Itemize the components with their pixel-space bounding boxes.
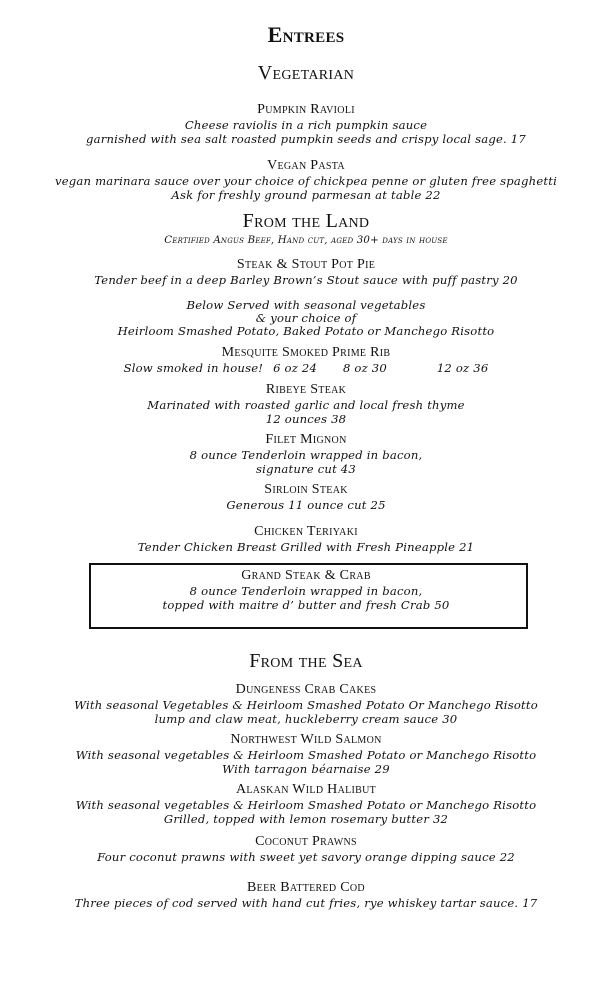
item-desc-line: Tender Chicken Breast Grilled with Fresh Pineapple 21: [137, 540, 475, 554]
item-name-salmon: Northwest Wild Salmon: [230, 732, 382, 747]
item-desc-line: With seasonal vegetables & Heirloom Smashed Potato or Manchego Risotto: [75, 748, 537, 762]
section-heading-vegetarian: Vegetarian: [257, 62, 355, 84]
item-desc-line: Tender beef in a deep Barley Brown’s Stout sauce with puff pastry 20: [94, 273, 518, 287]
item-desc-line: Three pieces of cod served with hand cut fries, rye whiskey tartar sauce. 17: [74, 896, 538, 910]
item-desc-line: Ask for freshly ground parmesan at table 22: [171, 188, 441, 202]
prime-rib-size: 12 oz 36: [436, 361, 489, 375]
item-desc-line: Cheese raviolis in a rich pumpkin sauce: [184, 118, 428, 132]
item-name-pumpkin-ravioli: Pumpkin Ravioli: [257, 102, 355, 117]
item-name-filet: Filet Mignon: [265, 432, 347, 447]
item-name-halibut: Alaskan Wild Halibut: [235, 782, 377, 797]
item-desc-line: garnished with sea salt roasted pumpkin seeds and crispy local sage. 17: [86, 132, 526, 146]
section-heading-land: From the Land: [242, 210, 370, 232]
item-desc-line: With seasonal vegetables & Heirloom Smashed Potato or Manchego Risotto: [75, 798, 537, 812]
item-name-prime-rib: Mesquite Smoked Prime Rib: [221, 345, 391, 360]
item-name-ribeye: Ribeye Steak: [265, 382, 347, 397]
item-name-sirloin: Sirloin Steak: [264, 482, 348, 497]
prime-rib-size: 6 oz 24: [273, 361, 318, 375]
item-desc-line: Grilled, topped with lemon rosemary butter 32: [163, 812, 449, 826]
page-title: Entrees: [267, 22, 345, 47]
item-name-steak-pot-pie: Steak & Stout Pot Pie: [236, 257, 376, 272]
item-desc-line: 8 ounce Tenderloin wrapped in bacon,: [189, 584, 423, 598]
item-desc-line: Marinated with roasted garlic and local fresh thyme: [147, 398, 465, 412]
item-name-crab-cakes: Dungeness Crab Cakes: [235, 682, 377, 697]
served-note-line: Heirloom Smashed Potato, Baked Potato or Manchego Risotto: [117, 324, 495, 338]
prime-rib-sizes: [0, 361, 612, 375]
item-name-grand-steak-crab: Grand Steak & Crab: [241, 568, 371, 583]
item-desc-line: Four coconut prawns with sweet yet savory orange dipping sauce 22: [97, 850, 515, 864]
served-note-line: Below Served with seasonal vegetables: [186, 298, 426, 312]
item-name-coconut-prawns: Coconut Prawns: [255, 834, 357, 849]
item-desc-line: topped with maitre d’ butter and fresh Crab 50: [162, 598, 450, 612]
prime-rib-intro: Slow smoked in house!: [123, 361, 264, 375]
item-name-beer-battered-cod: Beer Battered Cod: [247, 880, 365, 895]
item-name-chicken-teriyaki: Chicken Teriyaki: [254, 524, 358, 539]
item-desc-line: signature cut 43: [256, 462, 356, 476]
section-heading-sea: From the Sea: [249, 650, 363, 672]
item-desc-line: With seasonal Vegetables & Heirloom Smashed Potato Or Manchego Risotto: [74, 698, 538, 712]
prime-rib-size: 8 oz 30: [342, 361, 387, 375]
item-name-vegan-pasta: Vegan Pasta: [267, 158, 345, 173]
item-desc-line: Generous 11 ounce cut 25: [226, 498, 386, 512]
item-desc-line: With tarragon béarnaise 29: [222, 762, 390, 776]
served-note-line: & your choice of: [255, 311, 357, 325]
item-desc-line: 8 ounce Tenderloin wrapped in bacon,: [189, 448, 423, 462]
item-desc-line: vegan marinara sauce over your choice of chickpea penne or gluten free spaghetti: [54, 174, 558, 188]
section-subheading-land: Certified Angus Beef, Hand cut, aged 30+ days in house: [164, 235, 448, 246]
item-desc-line: 12 ounces 38: [265, 412, 347, 426]
item-desc-line: lump and claw meat, huckleberry cream sauce 30: [154, 712, 458, 726]
